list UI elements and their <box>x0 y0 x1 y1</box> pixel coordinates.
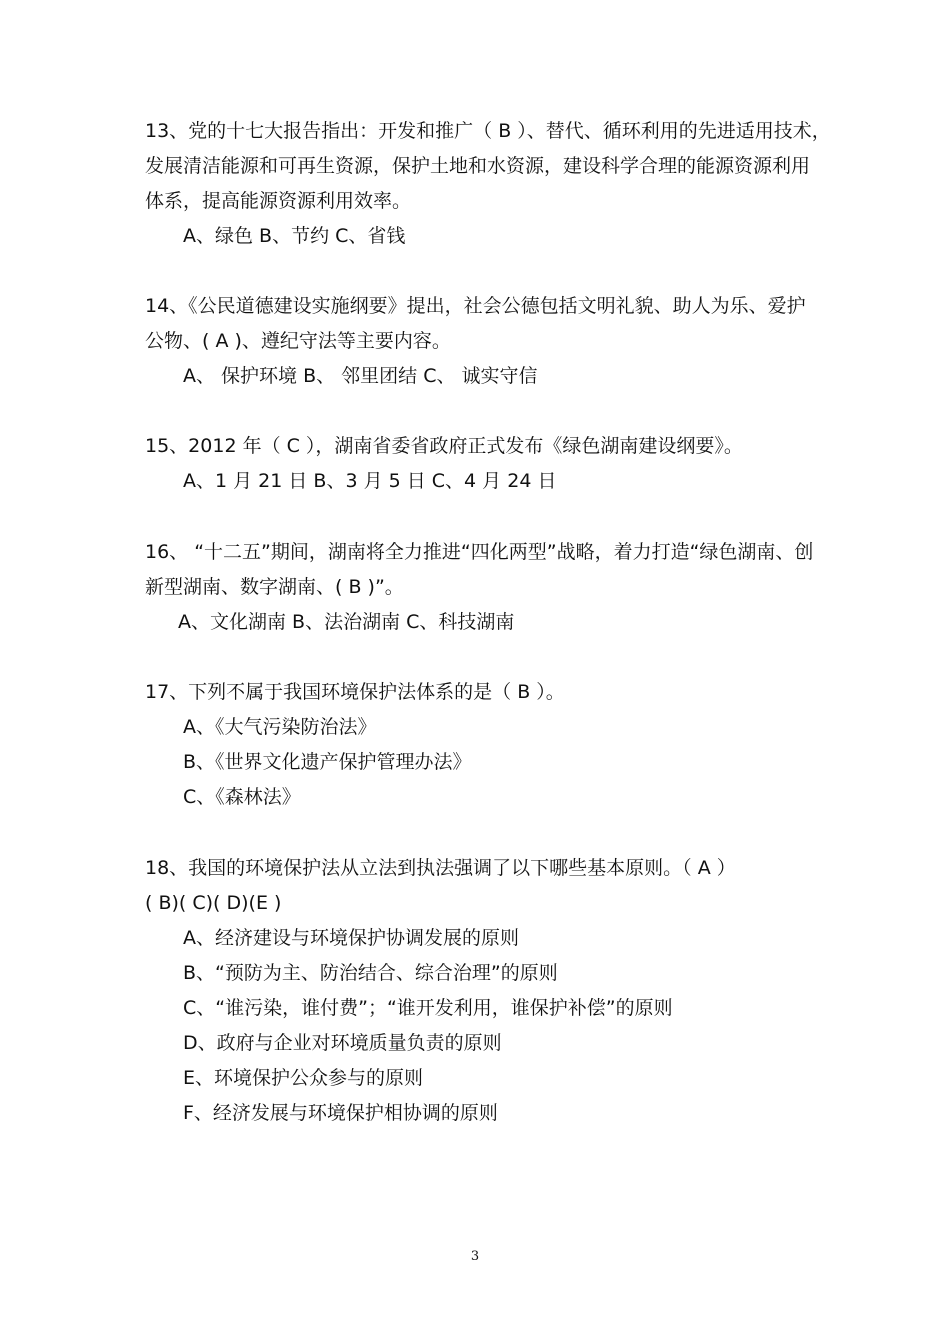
question-text-line: 发展清洁能源和可再生资源，保护土地和水资源，建设科学合理的能源资源利用 <box>145 155 811 177</box>
option-item: B、“预防为主、防治结合、综合治理”的原则 <box>183 962 558 984</box>
option-item: F、经济发展与环境保护相协调的原则 <box>183 1102 498 1124</box>
question-13 <box>145 114 831 254</box>
question-text-line: 16、 “十二五”期间，湖南将全力推进“四化两型”战略，着力打造“绿色湖南、创 <box>145 541 814 563</box>
option-item: A、《大气污染防治法》 <box>183 716 377 738</box>
question-15 <box>145 429 825 499</box>
options-line: A、文化湖南 B、法治湖南 C、科技湖南 <box>178 611 515 633</box>
question-text-line: 15、2012 年（ C ），湖南省委省政府正式发布《绿色湖南建设纲要》。 <box>145 435 743 457</box>
question-text-line: 体系，提高能源资源利用效率。 <box>145 190 412 212</box>
question-text-line: 新型湖南、数字湖南、( B )”。 <box>145 576 404 598</box>
question-17 <box>145 675 825 815</box>
option-item: C、“谁污染，谁付费”；“谁开发利用，谁保护补偿”的原则 <box>183 997 673 1019</box>
options-line: A、绿色 B、节约 C、省钱 <box>183 225 406 247</box>
question-text-line: 18、我国的环境保护法从立法到执法强调了以下哪些基本原则。（ A ） <box>145 857 736 879</box>
question-text-line: 13、党的十七大报告指出：开发和推广（ B ）、替代、循环利用的先进适用技术， <box>145 120 831 142</box>
page-number: 3 <box>470 1249 480 1264</box>
question-text-line: ( B)( C)( D)(E ) <box>145 892 282 914</box>
question-text-line: 14、《公民道德建设实施纲要》提出，社会公德包括文明礼貌、助人为乐、爱护 <box>145 295 806 317</box>
question-text-line: 17、下列不属于我国环境保护法体系的是（ B ）。 <box>145 681 565 703</box>
options-line: A、 保护环境 B、 邻里团结 C、 诚实守信 <box>183 365 538 387</box>
question-text-line: 公物、( A )、遵纪守法等主要内容。 <box>145 330 451 352</box>
question-14 <box>145 289 825 394</box>
options-line: A、1 月 21 日 B、3 月 5 日 C、4 月 24 日 <box>183 470 557 492</box>
question-16 <box>145 535 825 640</box>
option-item: A、经济建设与环境保护协调发展的原则 <box>183 927 519 949</box>
question-18 <box>145 851 825 1131</box>
option-item: E、环境保护公众参与的原则 <box>183 1067 424 1089</box>
option-item: B、《世界文化遗产保护管理办法》 <box>183 751 472 773</box>
option-item: C、《森林法》 <box>183 786 301 808</box>
option-item: D、政府与企业对环境质量负责的原则 <box>183 1032 502 1054</box>
